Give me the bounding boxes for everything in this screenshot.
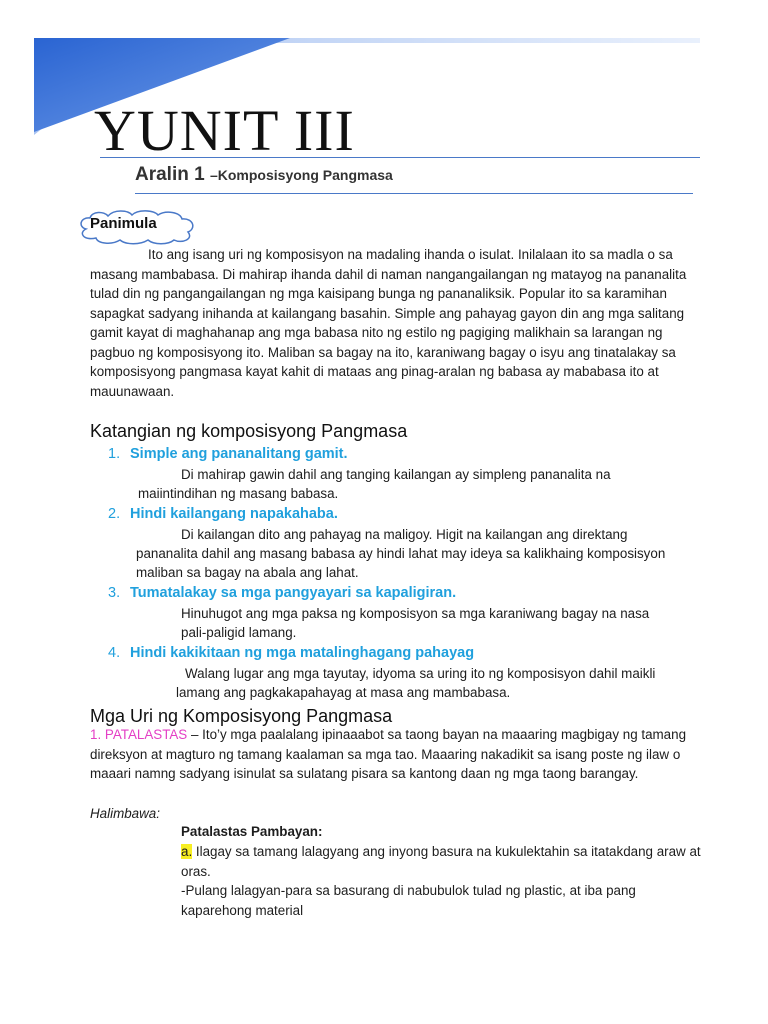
example-heading: Patalastas Pambayan: [181,824,323,839]
trait-1-number: 1. [108,446,121,462]
trait-4-desc-line-1: Walang lugar ang mga tayutay, idyoma sa uring ito ng komposisyon dahil maikli [185,666,656,681]
lesson-topic: –Komposisyong Pangmasa [209,167,393,183]
trait-4-text: Hindi kakikitaan ng mga matalinghagang pahayag [130,645,475,661]
trait-2-text: Hindi kailangang napakahaba. [130,506,338,522]
trait-2-number: 2. [108,506,121,522]
lesson-label: Aralin 1 [135,164,205,185]
title-divider [100,157,700,158]
subtitle-divider [135,193,693,194]
trait-3-text: Tumatalakay sa mga pangyayari sa kapaligiran. [130,585,457,601]
patalastas-label: 1. PATALASTAS [90,727,188,742]
patalastas-definition: – Ito’y mga paalalang ipinaaabot sa taong bayan na maaaring magbigay ng tamang direksyon at magturo ng tamang kaalaman sa mga tao. Maaaring nakadikit sa isang poste ng ilaw o maaari namng sadyang isinulat sa sulatang pisara sa kantong daan ng mga taong barangay. [90,727,687,781]
trait-2-desc-line-3: maliban sa bagay na abala ang lahat. [136,565,359,580]
example-item-a [181,842,701,881]
trait-2-desc-line-2: pananalita dahil ang masang babasa ay hindi lahat may ideya sa kalikhaing komposisyon [136,546,666,561]
example-marker-highlight: a. [181,844,193,859]
trait-1-text: Simple ang pananalitang gamit. [130,446,348,462]
trait-2-title [108,504,338,524]
types-heading: Mga Uri ng Komposisyong Pangmasa [90,706,393,726]
trait-3-desc-line-2: pali-paligid lamang. [181,625,297,640]
trait-3-title [108,583,456,603]
trait-3-desc-line-1: Hinuhugot ang mga paksa ng komposisyon sa mga karaniwang bagay na nasa [181,606,650,621]
trait-4-title [108,643,474,663]
example-label: Halimbawa: [90,806,160,821]
trait-3-number: 3. [108,585,121,601]
example-item-a-text: Ilagay sa tamang lalagyang ang inyong basura na kukulektahin sa itatakdang araw at oras. [181,844,701,879]
intro-paragraph: Ito ang isang uri ng komposisyon na madaling ihanda o isulat. Inilalaan ito sa madla o sa masang mambabasa. Di mahirap ihanda dahil di naman nangangailangan ng matayog na pananalita tulad din ng pangangailangan ng mga kaisipang bunga ng pananaliksik. Popular ito sa karamihan sapagkat sadyang inihanda at kailangang basahin. Simple ang pahayag gayon din ang mga salitang gamit kayat di maghahanap ang mga babasa nito ng estilo ng pagiging malikhain sa larangan ng pagbuo ng komposisyong ito. Maliban sa bagay na ito, karaniwang bagay o isyu ang tinatalakay sa komposisyong pangmasa kayat kahit di mataas ang pinag-aralan ng babasa ay mababasa ito at mauunawaan. [90,247,687,399]
trait-4-desc-line-2: lamang ang pagkakapahayag at masa ang mambabasa. [176,685,511,700]
trait-2-desc-line-1: Di kailangan dito ang pahayag na maligoy. Higit na kailangan ang direktang [181,527,628,542]
example-item-b: -Pulang lalagyan-para sa basurang di nabubulok tulad ng plastic, at iba pang kaparehong material [181,883,636,918]
patalastas-paragraph [90,725,690,784]
trait-4-number: 4. [108,645,121,661]
trait-1-desc-line-2: maiintindihan ng masang babasa. [138,486,339,501]
traits-heading: Katangian ng komposisyong Pangmasa [90,421,408,441]
trait-1-desc-line-1: Di mahirap gawin dahil ang tanging kailangan ay simpleng pananalita na [181,467,611,482]
intro-callout-label: Panimula [90,215,157,232]
lesson-subtitle [135,163,393,187]
trait-1-title [108,444,348,464]
unit-title: YUNIT III [94,98,355,163]
